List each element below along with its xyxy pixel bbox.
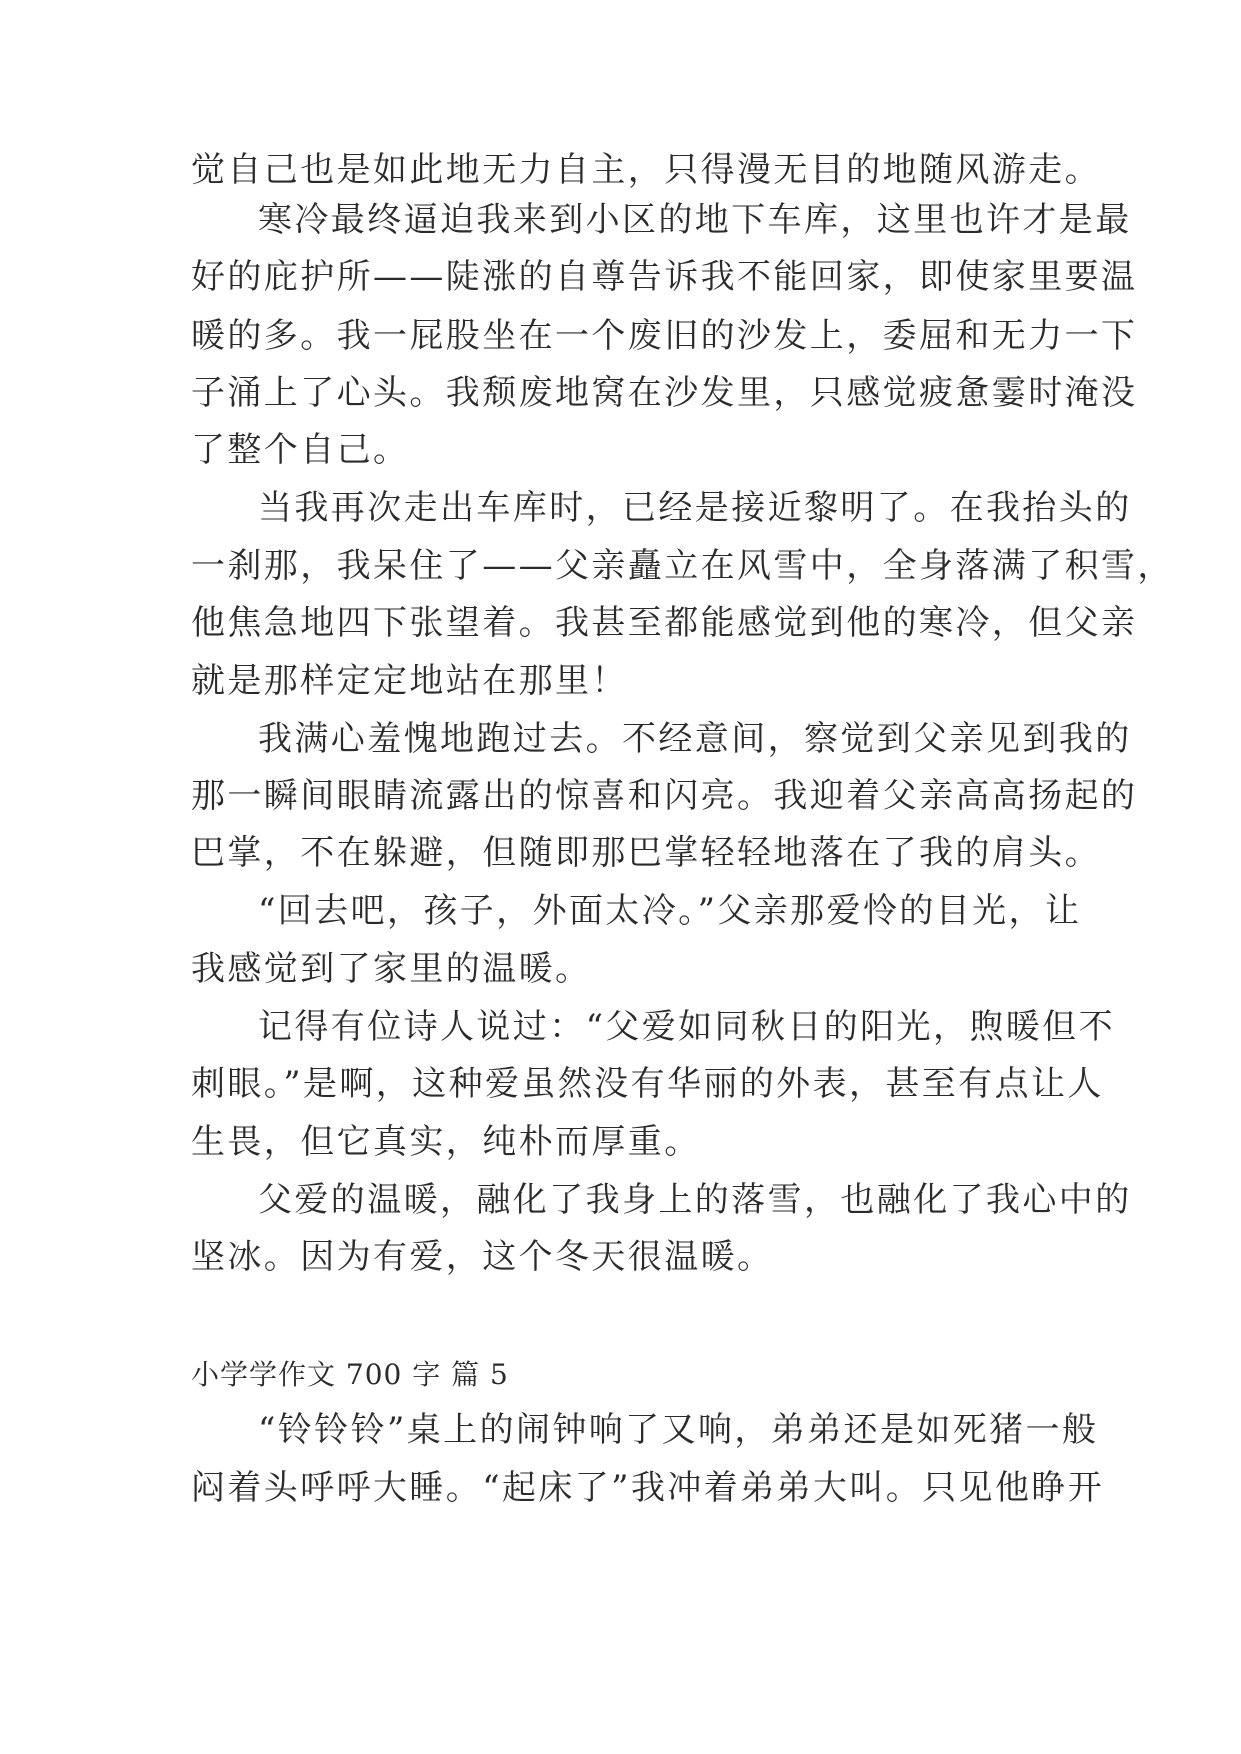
paragraph-line: 刺眼。”是啊，这种爱虽然没有华丽的外表，甚至有点让人 — [191, 1064, 1104, 1104]
paragraph-line: 巴掌，不在躲避，但随即那巴掌轻轻地落在了我的肩头。 — [191, 833, 1101, 873]
paragraph-line: 记得有位诗人说过：“父爱如同秋日的阳光，煦暖但不 — [258, 1007, 1115, 1047]
paragraph-line: 寒冷最终逼迫我来到小区的地下车库，这里也许才是最 — [258, 200, 1132, 240]
paragraph-line: “回去吧，孩子，外面太冷。”父亲那爱怜的目光，让 — [258, 891, 1082, 931]
paragraph-line: “铃铃铃”桌上的闹钟响了又响，弟弟还是如死猪一般 — [258, 1410, 1099, 1450]
paragraph-line: 生畏，但它真实，纯朴而厚重。 — [191, 1122, 701, 1162]
paragraph-line: 子涌上了心头。我颓废地窝在沙发里，只感觉疲惫霎时淹没 — [191, 373, 1138, 413]
paragraph-line: 好的庇护所——陡涨的自尊告诉我不能回家，即使家里要温 — [191, 257, 1138, 297]
paragraph-line: 那一瞬间眼睛流露出的惊喜和闪亮。我迎着父亲高高扬起的 — [191, 776, 1138, 816]
paragraph-line: 父爱的温暖，融化了我身上的落雪，也融化了我心中的 — [258, 1180, 1132, 1220]
section-heading: 小学学作文 700 字 篇 5 — [191, 1358, 509, 1391]
paragraph-line: 闷着头呼呼大睡。“起床了”我冲着弟弟大叫。只见他睁开 — [191, 1468, 1105, 1508]
paragraph-line: 我满心羞愧地跑过去。不经意间，察觉到父亲见到我的 — [258, 719, 1132, 759]
paragraph-line: 觉自己也是如此地无力自主，只得漫无目的地随风游走。 — [191, 150, 1101, 190]
paragraph-line: 了整个自己。 — [191, 430, 410, 470]
paragraph-line: 当我再次走出车库时，已经是接近黎明了。在我抬头的 — [258, 488, 1132, 528]
paragraph-line: 坚冰。因为有爱，这个冬天很温暖。 — [191, 1237, 774, 1277]
paragraph-line: 他焦急地四下张望着。我甚至都能感觉到他的寒冷，但父亲 — [191, 603, 1138, 643]
paragraph-line: 就是那样定定地站在那里！ — [191, 661, 628, 701]
paragraph-line: 暖的多。我一屁股坐在一个废旧的沙发上，委屈和无力一下 — [191, 316, 1138, 356]
paragraph-line: 我感觉到了家里的温暖。 — [191, 949, 592, 989]
paragraph-line: 一刹那，我呆住了——父亲矗立在风雪中，全身落满了积雪， — [191, 546, 1174, 586]
